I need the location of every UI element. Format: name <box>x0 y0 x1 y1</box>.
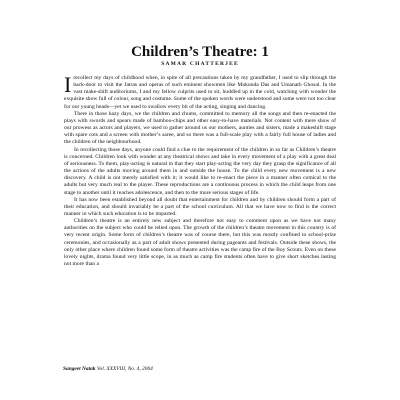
article-author: SAMAR CHATTERJEE <box>161 61 239 67</box>
page-footer <box>63 366 153 372</box>
paragraph-4: It has now been established beyond all doubt that entertainment for children and by children should form a part of their education, and should invariably be a part of the school curriculum. All that we have now to find is the correct manner in which such education is to be imparted. <box>64 196 336 217</box>
paragraph-1-text: recollect my days of childhood when, in spite of all precautions taken by my grandfather, I used to slip through the back-door to visit the Jatras and operas of such eminent showmen like Mukunda Das and Umanath Ghosal. In the vast make-shift auditoriums, I and my fellow culprits used to sit, huddled up in the cold, watching with wonder the exquisite show full of colour, song and costume. Some of the spoken words were understood and some were not too clear for our young heads—yet we used to swallow every bit of the acting, singing and dancing. <box>64 75 336 110</box>
paragraph-5: Children’s theatre is an entirely new subject and therefore not easy to comment upon as we have not many authorities on the subject who could be relied upon. The growth of the children’s theatre movement in this country is of very recent origin. Some form of children’s theatre was of course there, but this was mostly confined to school-prize ceremonies, and occasionally as a part of adult shows presented during pageants and festivals. Outside these shows, the only other place where children found some form of theatre activities was the camp fire of the Boy Scouts. Even on these lovely nights, drama found very little scope, in as much as camp fire students often have to give short sketches lasting not more than a <box>64 218 336 268</box>
article-title: Children’s Theatre: 1 <box>131 44 269 60</box>
journal-name: Sangeet Natak <box>63 366 96 372</box>
article-body <box>64 72 336 268</box>
paragraph-2: There in those hazy days, we the children and chums, committed to memory all the songs and then re-enacted the plays with swords and spears made of bamboo-chips and other easy-to-have materials. Not content with mere show of our prowess as actors and players, we used to gather around us our mothers, aunties and sisters, made a makeshift stage with spare cots and a screen with mother’s saree, and so there was a full-scale play with a fairly full house of ladies and the children of the neighbourhood. <box>64 110 336 146</box>
paragraph-3: In recollecting those days, anyone could find a clue to the requirement of the children in so far as Children’s theatre is concerned. Children look with wonder at any theatrical shows and take in every movement of a play with a great deal of seriousness. To them, play-acting is natural in that they start play-acting the very day they grasp the significance of all the actions of the adults moving around them in and outside the house. To the child every new movement is a new discovery. A child is not merely satisfied with it; it would like to re-enact the piece in a manner often comical to the adults but very much real to the player. These reproductions are a continuous process in which the child leaps from one stage to another until it reaches adolescence, and then to the more serious stages of life. <box>64 146 336 196</box>
drop-cap: I <box>64 72 72 97</box>
journal-issue: Vol. XXXVIII, No. 4, 2004 <box>96 366 153 372</box>
paragraph-1 <box>64 72 336 111</box>
